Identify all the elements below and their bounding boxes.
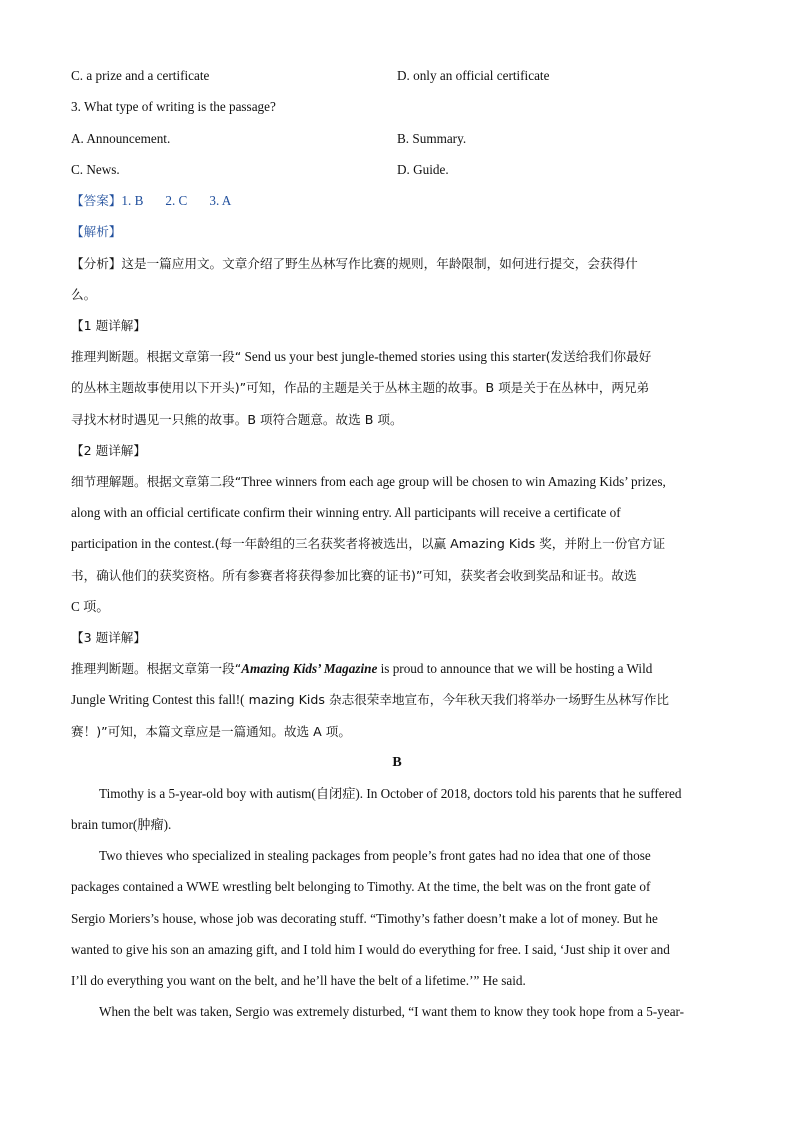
q2-detail-tag: 【2 题详解】: [71, 443, 146, 458]
q2-detail-line-5: C 项。: [71, 599, 110, 614]
q3-option-d: D. Guide.: [397, 162, 449, 177]
fenxi-tag: 【分析】: [71, 256, 122, 271]
q3-detail-line-1: [71, 659, 724, 679]
analysis-tag: 【解析】: [71, 224, 122, 239]
passage-b-p2-line-2: packages contained a WWE wrestling belt belonging to Timothy. At the time, the belt was on the front gate of: [71, 879, 651, 894]
q3-detail-tag: 【3 题详解】: [71, 630, 146, 645]
q3-detail-line-1-cn: 推理判断题。根据文章第一段“: [71, 661, 242, 676]
q2-option-d: D. only an official certificate: [397, 68, 550, 83]
q1-detail-line-2: 的丛林主题故事使用以下开头)”可知，作品的主题是关于丛林主题的故事。B 项是关于在丛林中，两兄弟: [71, 380, 650, 395]
q3-option-b: B. Summary.: [397, 131, 467, 146]
q2-detail-line-1-cn: 细节理解题。根据文章第二段“: [71, 474, 242, 489]
q2-option-c: C. a prize and a certificate: [71, 68, 210, 83]
passage-b-p3-line-1: When the belt was taken, Sergio was extremely disturbed, “I want them to know they took hope from a 5-year-: [99, 1004, 685, 1019]
fenxi-line-1: [71, 254, 724, 274]
q2-detail-line-1-en: Three winners from each age group will be chosen to win Amazing Kids’ prizes,: [241, 474, 666, 489]
q2-options-cd: [71, 66, 724, 86]
fenxi-text-1: 这是一篇应用文。文章介绍了野生丛林写作比赛的规则，年龄限制，如何进行提交，会获得什: [121, 256, 638, 271]
q3-options-cd: [71, 160, 724, 180]
q2-detail-line-3-cn: (每一年龄组的三名获奖者将被选出，以赢 Amazing Kids 奖，并附上一份官方证: [214, 536, 666, 551]
passage-b-p1-line-1: Timothy is a 5-year-old boy with autism(自闭症). In October of 2018, doctors told his parents that he suffered: [99, 786, 682, 801]
q3-option-c: C. News.: [71, 162, 120, 177]
passage-b-p1-line-2: brain tumor(肿瘤).: [71, 817, 172, 832]
q3-detail-line-2-en: Jungle Writing Contest this fall!(: [71, 692, 245, 707]
q2-detail-line-2: along with an official certificate confirm their winning entry. All participants will receive a certificate of: [71, 505, 621, 520]
answer-item-2: 2. C: [165, 193, 188, 208]
q3-detail-line-3: 赛！)”可知，本篇文章应是一篇通知。故选 A 项。: [71, 724, 351, 739]
passage-b-p2-line-5: I’ll do everything you want on the belt, and he’ll have the belt of a lifetime.’” He said.: [71, 973, 526, 988]
answer-item-3: 3. A: [209, 193, 232, 208]
passage-b-p2-line-1: Two thieves who specialized in stealing packages from people’s front gates had no idea that one of those: [99, 848, 651, 863]
section-b-title: B: [392, 755, 402, 770]
q3-detail-line-2-cn: mazing Kids 杂志很荣幸地宣布，今年秋天我们将举办一场野生丛林写作比: [244, 692, 670, 707]
fenxi-line-2: 么。: [71, 287, 97, 302]
q2-detail-line-3-en: participation in the contest.: [71, 536, 215, 551]
q1-detail-tag: 【1 题详解】: [71, 318, 146, 333]
passage-b-p2-line-4: wanted to give his son an amazing gift, and I told him I would do everything for free. I said, ‘Just ship it over and: [71, 942, 670, 957]
q2-detail-line-4: 书，确认他们的获奖资格。所有参赛者将获得参加比赛的证书)”可知，获奖者会收到奖品和证书。故选: [71, 568, 637, 583]
q1-detail-line-1-cn2: (发送给我们你最好: [545, 349, 652, 364]
analysis-heading: [71, 222, 724, 242]
q3-stem: 3. What type of writing is the passage?: [71, 99, 276, 114]
q2-detail-line-1: [71, 472, 724, 492]
passage-b-p2-line-3: Sergio Moriers’s house, whose job was decorating stuff. “Timothy’s father doesn’t make a lot of money. But he: [71, 911, 658, 926]
answer-item-1: 1. B: [121, 193, 144, 208]
q1-detail-line-1-cn: 推理判断题。根据文章第一段“: [71, 349, 242, 364]
q1-detail-line-1: [71, 347, 724, 367]
q3-options-ab: [71, 129, 724, 149]
q1-detail-line-1-en: Send us your best jungle-themed stories using this starter: [241, 349, 546, 364]
q3-detail-magazine-name: Amazing Kids’ Magazine: [241, 661, 378, 676]
q1-detail-line-3: 寻找木材时遇见一只熊的故事。B 项符合题意。故选 B 项。: [71, 412, 403, 427]
q3-detail-line-1-en: is proud to announce that we will be hosting a Wild: [377, 661, 653, 676]
answer-line: [71, 191, 724, 211]
q3-option-a: A. Announcement.: [71, 131, 171, 146]
q3-detail-line-2: [71, 690, 724, 710]
q2-detail-line-3: [71, 534, 724, 554]
answer-tag: 【答案】: [71, 193, 122, 208]
